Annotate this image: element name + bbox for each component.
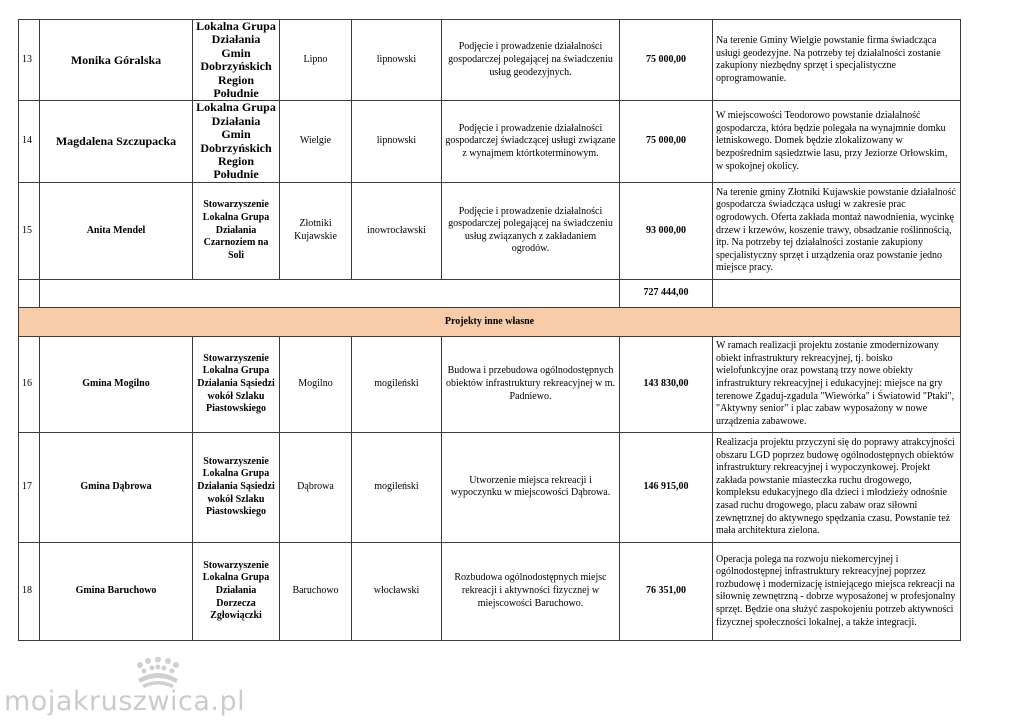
project-description: Na terenie gminy Złotniki Kujawskie powstanie działalność gospodarcza świadcząca usługi w zakresie prac ogrodowych. Oferta zakłada montaż nawodnienia, wycinkę drzew i krzewów, koszenie trawy, obsadzanie roślinnością, itp. Na potrzeby tej działalności zostanie zakupiony specjalistyczny sprzęt i urządzenia oraz powstanie jedno miejsce pracy.: [713, 182, 961, 279]
project-description: W ramach realizacji projektu zostanie zmodernizowany obiekt infrastruktury rekreacyjnej, tj. boisko wielofunkcyjne oraz powstaną trzy nowe obiekty infrastruktury rekreacyjnej i edukacyjnej: miejsce na gry terenowe Zgaduj-zgadula "Wiewórka" i Światowid "Ptaki", "Aktywny senior" i plac zabaw wyposażony w nowe urządzenia zabawowe.: [713, 336, 961, 432]
beneficiary-name: Anita Mendel: [40, 182, 193, 279]
row-number: 13: [19, 20, 40, 101]
project-title: Podjęcie i prowadzenie działalności gospodarczej polegającej na świadczeniu usług geodezyjnych.: [442, 20, 620, 101]
municipality: Wielgie: [280, 101, 352, 182]
beneficiary-name: Gmina Baruchowo: [40, 542, 193, 640]
project-title: Podjęcie i prowadzenie działalności gospodarczej świadczącej usługi związane z wynajmem którtkoterminowym.: [442, 101, 620, 182]
lgd-name: Stowarzyszenie Lokalna Grupa Działania Czarnoziem na Soli: [193, 182, 280, 279]
row-number: 14: [19, 101, 40, 182]
project-description: Operacja polega na rozwoju niekomercyjnej i ogólnodostępnej infrastruktury rekreacyjnej poprzez rozbudowę i modernizację istniejącego miejsca rekreacji na siłownię zewnętrzną - dobrze wyposażonej w profesjonalny sprzęt. Będzie ona służyć zaspokojeniu potrzeb aktywności fizycznej społeczności lokalnej, a także integracji.: [713, 542, 961, 640]
section-title: Projekty inne własne: [19, 307, 961, 336]
lgd-name: Stowarzyszenie Lokalna Grupa Działania Sąsiedzi wokół Szlaku Piastowskiego: [193, 336, 280, 432]
amount: 93 000,00: [620, 182, 713, 279]
lgd-name: Lokalna Grupa Działania Gmin Dobrzyńskich Region Południe: [193, 20, 280, 101]
amount: 146 915,00: [620, 432, 713, 542]
subtotal-row: [19, 279, 961, 307]
project-description: W miejscowości Teodorowo powstanie działalność gospodarcza, która będzie polegała na wynajmnie domku letniskowego. Domek będzie zlokalizowany w bezpośrednim sąsiedztwie lasu, przy Jeziorze Orłowskim, w spokojnej okolicy.: [713, 101, 961, 182]
beneficiary-name: Gmina Mogilno: [40, 336, 193, 432]
project-title: Utworzenie miejsca rekreacji i wypoczynku w miejscowości Dąbrowa.: [442, 432, 620, 542]
beneficiary-name: Magdalena Szczupacka: [40, 101, 193, 182]
table-row: [19, 101, 961, 182]
municipality: Złotniki Kujawskie: [280, 182, 352, 279]
district: lipnowski: [352, 20, 442, 101]
row-number: 18: [19, 542, 40, 640]
project-title: Budowa i przebudowa ogólnodostępnych obiektów infrastruktury rekreacyjnej w m. Padniewo.: [442, 336, 620, 432]
district: lipnowski: [352, 101, 442, 182]
lgd-name: Stowarzyszenie Lokalna Grupa Działania Dorzecza Zgłowiączki: [193, 542, 280, 640]
table-row: [19, 432, 961, 542]
lgd-name: Lokalna Grupa Działania Gmin Dobrzyńskich Region Południe: [193, 101, 280, 182]
municipality: Lipno: [280, 20, 352, 101]
row-number: 16: [19, 336, 40, 432]
project-description: Na terenie Gminy Wielgie powstanie firma świadcząca usługi geodezyjne. Na potrzeby tej działalności zostanie zakupiony niezbędny sprzęt i specjalistyczne oprogramowanie.: [713, 20, 961, 101]
amount: 76 351,00: [620, 542, 713, 640]
amount: 143 830,00: [620, 336, 713, 432]
project-title: Rozbudowa ogólnodostępnych miejsc rekreacji i aktywności fizycznej w miejscowości Baruchowo.: [442, 542, 620, 640]
row-number: 17: [19, 432, 40, 542]
projects-table: [18, 19, 961, 641]
table-row: [19, 542, 961, 640]
project-title: Podjęcie i prowadzenie działalności gospodarczej polegającej na świadczeniu usług związanych z zakładaniem ogrodów.: [442, 182, 620, 279]
beneficiary-name: Monika Góralska: [40, 20, 193, 101]
empty-cell: [40, 279, 620, 307]
beneficiary-name: Gmina Dąbrowa: [40, 432, 193, 542]
subtotal-amount: 727 444,00: [620, 279, 713, 307]
project-description: Realizacja projektu przyczyni się do poprawy atrakcyjności obszaru LGD poprzez budowę ogólnodostępnych obiektów infrastruktury rekreacyjnej i wypoczynkowej. Projekt zakłada powstanie miasteczka ruchu drogowego, kompleksu edukacyjnego dla dzieci i młodzieży odnośnie zasad ruchu drogowego, placu zabaw oraz siłowni zewnętrznej do aktywnego spędzania czasu. Powstanie też mała architektura zielona.: [713, 432, 961, 542]
lgd-name: Stowarzyszenie Lokalna Grupa Działania Sąsiedzi wokół Szlaku Piastowskiego: [193, 432, 280, 542]
row-number: 15: [19, 182, 40, 279]
section-header-row: [19, 307, 961, 336]
district: mogileński: [352, 432, 442, 542]
district: włocławski: [352, 542, 442, 640]
empty-cell: [713, 279, 961, 307]
amount: 75 000,00: [620, 101, 713, 182]
table-row: [19, 20, 961, 101]
empty-cell: [19, 279, 40, 307]
municipality: Baruchowo: [280, 542, 352, 640]
table-row: [19, 182, 961, 279]
municipality: Dąbrowa: [280, 432, 352, 542]
table-row: [19, 336, 961, 432]
watermark-text: mojakruszwica.pl: [4, 686, 246, 717]
municipality: Mogilno: [280, 336, 352, 432]
amount: 75 000,00: [620, 20, 713, 101]
district: mogileński: [352, 336, 442, 432]
district: inowrocławski: [352, 182, 442, 279]
